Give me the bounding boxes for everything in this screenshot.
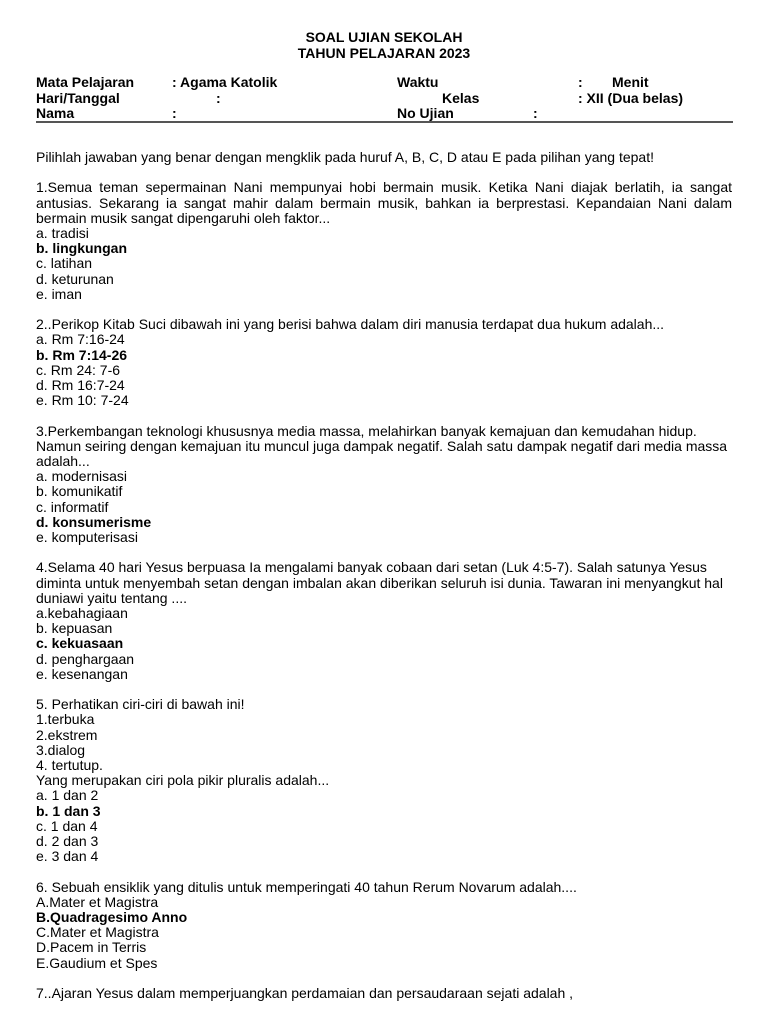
option-3d[interactable]: d. konsumerisme — [36, 513, 152, 530]
subject-value: : Agama Katolik — [172, 74, 278, 90]
header-divider — [36, 121, 733, 123]
question-5-text: 5. Perhatikan ciri-ciri di bawah ini! — [36, 696, 245, 713]
option-3c[interactable]: c. informatif — [36, 498, 109, 515]
question-5-item-2: 2.ekstrem — [36, 726, 98, 743]
subject-label: Mata Pelajaran — [36, 74, 135, 90]
question-5-prompt: Yang merupakan ciri pola pikir pluralis adalah... — [36, 772, 330, 789]
option-4c[interactable]: c. kekuasaan — [36, 635, 124, 652]
question-2-text: 2..Perikop Kitab Suci dibawah ini yang berisi bahwa dalam diri manusia terdapat dua hukum adalah... — [36, 316, 665, 333]
time-colon: : — [578, 74, 583, 90]
option-5c[interactable]: c. 1 dan 4 — [36, 817, 98, 834]
exam-year: TAHUN PELAJARAN 2023 — [297, 45, 471, 61]
option-1b[interactable]: b. lingkungan — [36, 240, 127, 257]
question-6-text: 6. Sebuah ensiklik yang ditulis untuk memperingati 40 tahun Rerum Novarum adalah.... — [36, 878, 577, 895]
option-6e[interactable]: E.Gaudium et Spes — [36, 954, 158, 971]
question-3-text: 3.Perkembangan teknologi khususnya media massa, melahirkan banyak kemajuan dan kemudahan hidup. Namun seiring dengan kemajuan itu muncul juga dampak negatif. Salah satu dampak negatif dari media massa adalah... — [36, 422, 728, 470]
option-5d[interactable]: d. 2 dan 3 — [36, 833, 99, 850]
name-label: Nama — [36, 105, 75, 121]
option-4e[interactable]: e. kesenangan — [36, 665, 128, 682]
option-5e[interactable]: e. 3 dan 4 — [36, 848, 99, 865]
option-6c[interactable]: C.Mater et Magistra — [36, 924, 159, 941]
option-2b[interactable]: b. Rm 7:14-26 — [36, 346, 128, 363]
option-2d[interactable]: d. Rm 16:7-24 — [36, 377, 125, 394]
option-6d[interactable]: D.Pacem in Terris — [36, 939, 147, 956]
exam-title: SOAL UJIAN SEKOLAH — [305, 29, 463, 45]
option-6a[interactable]: A.Mater et Magistra — [36, 893, 159, 910]
date-colon: : — [216, 90, 221, 106]
option-1a[interactable]: a. tradisi — [36, 225, 89, 241]
exam-number-label: No Ujian — [397, 105, 454, 121]
option-1e[interactable]: e. iman — [36, 285, 82, 302]
option-4a[interactable]: a.kebahagiaan — [36, 605, 128, 622]
exam-body — [36, 150, 732, 1001]
name-colon: : — [172, 105, 177, 121]
option-2a[interactable]: a. Rm 7:16-24 — [36, 331, 125, 348]
option-2c[interactable]: c. Rm 24: 7-6 — [36, 361, 121, 378]
option-2e[interactable]: e. Rm 10: 7-24 — [36, 392, 129, 409]
time-value: Menit — [612, 74, 649, 90]
option-4b[interactable]: b. kepuasan — [36, 620, 113, 637]
option-3b[interactable]: b. komunikatif — [36, 483, 123, 500]
question-7-text: 7..Ajaran Yesus dalam memperjuangkan perdamaian dan persaudaraan sejati adalah , — [36, 985, 574, 1002]
class-value: : XII (Dua belas) — [578, 90, 684, 106]
exam-number-colon: : — [533, 105, 538, 121]
option-1d[interactable]: d. keturunan — [36, 270, 114, 287]
option-1c[interactable]: c. latihan — [36, 255, 93, 272]
question-5-item-3: 3.dialog — [36, 741, 86, 758]
class-label: Kelas — [442, 90, 480, 106]
option-5b[interactable]: b. 1 dan 3 — [36, 802, 101, 819]
option-6b[interactable]: B.Quadragesimo Anno — [36, 909, 188, 926]
date-label: Hari/Tanggal — [36, 90, 120, 106]
question-5-item-1: 1.terbuka — [36, 711, 95, 728]
question-5-item-4: 4. tertutup. — [36, 757, 103, 774]
time-label: Waktu — [397, 74, 439, 90]
instruction: Pilihlah jawaban yang benar dengan mengklik pada huruf A, B, C, D atau E pada pilihan yang tepat! — [36, 149, 654, 165]
option-3e[interactable]: e. komputerisasi — [36, 529, 138, 546]
question-1-text: 1.Semua teman sepermainan Nani mempunyai hobi bermain musik. Ketika Nani diajak berlatih, ia sangat antusias. Sekarang ia sangat mahir dalam bermain musik, bahkan ia berprestasi. Kepandaian Nani dalam bermain musik sangat dipengaruhi oleh faktor... — [36, 179, 732, 226]
option-5a[interactable]: a. 1 dan 2 — [36, 787, 99, 804]
option-3a[interactable]: a. modernisasi — [36, 468, 128, 485]
question-4-text: 4.Selama 40 hari Yesus berpuasa Ia mengalami banyak cobaan dari setan (Luk 4:5-7). Salah satunya Yesus diminta untuk menyembah setan dengan imbalan akan diberikan seluruh isi dunia. Tawaran ini menyangkut hal duniawi yaitu tentang .... — [36, 559, 723, 606]
option-4d[interactable]: d. penghargaan — [36, 650, 135, 667]
